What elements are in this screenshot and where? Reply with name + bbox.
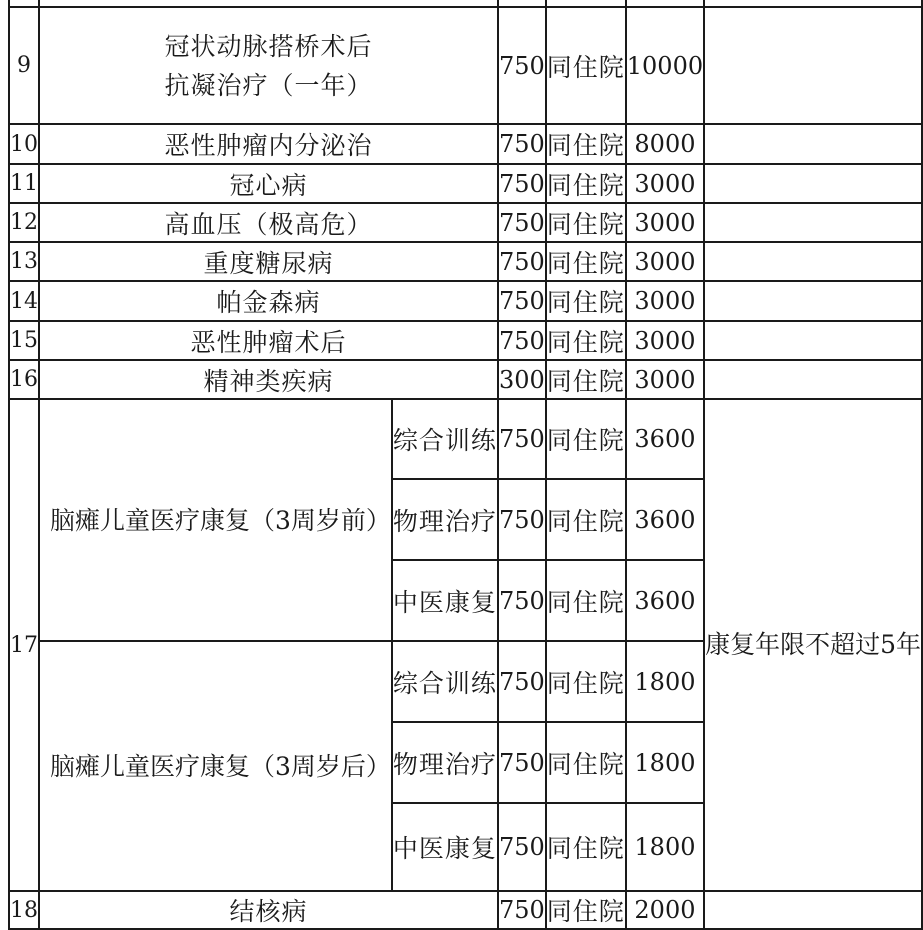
amount-cell: 750 <box>498 321 546 360</box>
row-number: 17 <box>9 399 39 891</box>
table-row <box>9 242 922 281</box>
table-row <box>9 124 922 164</box>
amount-cell: 300 <box>498 360 546 399</box>
amount-cell: 750 <box>498 203 546 242</box>
row-number: 12 <box>9 203 39 242</box>
payment-cell: 同住院 <box>546 803 626 891</box>
limit-cell: 1800 <box>626 641 704 722</box>
table-row <box>9 7 922 124</box>
table-row <box>9 891 922 929</box>
limit-cell: 3000 <box>626 164 704 203</box>
payment-cell: 同住院 <box>546 722 626 803</box>
payment-cell: 同住院 <box>546 321 626 360</box>
disease-name: 重度糖尿病 <box>39 242 498 281</box>
payment-cell: 同住院 <box>546 399 626 479</box>
table-row <box>9 281 922 321</box>
disease-name: 高血压（极高危） <box>39 203 498 242</box>
group-name-before-3: 脑瘫儿童医疗康复（3周岁前） <box>39 399 392 641</box>
payment-cell: 同住院 <box>546 891 626 929</box>
payment-cell: 同住院 <box>546 281 626 321</box>
table-row <box>9 360 922 399</box>
row-number: 18 <box>9 891 39 929</box>
payment-cell: 同住院 <box>546 203 626 242</box>
row-number: 11 <box>9 164 39 203</box>
row-number: 14 <box>9 281 39 321</box>
limit-cell: 1800 <box>626 803 704 891</box>
disease-name: 精神类疾病 <box>39 360 498 399</box>
amount-cell: 750 <box>498 641 546 722</box>
amount-cell: 750 <box>498 891 546 929</box>
sub-item-name: 物理治疗 <box>392 479 498 560</box>
amount-cell: 750 <box>498 560 546 641</box>
payment-cell: 同住院 <box>546 641 626 722</box>
note-cell <box>704 124 922 164</box>
row-number: 15 <box>9 321 39 360</box>
note-cell <box>704 281 922 321</box>
note-cell <box>704 7 922 124</box>
table-row-cut <box>9 0 922 7</box>
row-number: 9 <box>9 7 39 124</box>
limit-cell: 3600 <box>626 479 704 560</box>
row-number: 16 <box>9 360 39 399</box>
limit-cell: 3000 <box>626 203 704 242</box>
amount-cell: 750 <box>498 479 546 560</box>
payment-cell: 同住院 <box>546 242 626 281</box>
amount-cell: 750 <box>498 7 546 124</box>
payment-cell: 同住院 <box>546 360 626 399</box>
limit-cell: 3000 <box>626 281 704 321</box>
note-cell <box>704 164 922 203</box>
limit-cell: 3600 <box>626 560 704 641</box>
payment-cell: 同住院 <box>546 124 626 164</box>
limit-cell: 3000 <box>626 360 704 399</box>
sub-item-name: 中医康复 <box>392 803 498 891</box>
table-row <box>9 399 922 479</box>
disease-name: 帕金森病 <box>39 281 498 321</box>
amount-cell: 750 <box>498 164 546 203</box>
limit-cell: 10000 <box>626 7 704 124</box>
row-number: 10 <box>9 124 39 164</box>
sub-item-name: 综合训练 <box>392 399 498 479</box>
amount-cell: 750 <box>498 803 546 891</box>
amount-cell: 750 <box>498 124 546 164</box>
amount-cell: 750 <box>498 722 546 803</box>
limit-cell: 1800 <box>626 722 704 803</box>
note-cell <box>704 321 922 360</box>
disease-name: 冠状动脉搭桥术后 抗凝治疗（一年） <box>39 7 498 124</box>
disease-name: 结核病 <box>39 891 498 929</box>
limit-cell: 3000 <box>626 321 704 360</box>
sub-item-name: 中医康复 <box>392 560 498 641</box>
table-row <box>9 321 922 360</box>
disease-name: 恶性肿瘤内分泌治 <box>39 124 498 164</box>
sub-item-name: 综合训练 <box>392 641 498 722</box>
payment-cell: 同住院 <box>546 479 626 560</box>
table-row <box>9 164 922 203</box>
amount-cell: 750 <box>498 242 546 281</box>
payment-cell: 同住院 <box>546 7 626 124</box>
payment-cell: 同住院 <box>546 164 626 203</box>
group-name-after-3: 脑瘫儿童医疗康复（3周岁后） <box>39 641 392 891</box>
disease-name: 冠心病 <box>39 164 498 203</box>
note-cell <box>704 360 922 399</box>
row-number: 13 <box>9 242 39 281</box>
limit-cell: 2000 <box>626 891 704 929</box>
amount-cell: 750 <box>498 399 546 479</box>
limit-cell: 8000 <box>626 124 704 164</box>
payment-cell: 同住院 <box>546 560 626 641</box>
amount-cell: 750 <box>498 281 546 321</box>
note-cell <box>704 891 922 929</box>
sub-item-name: 物理治疗 <box>392 722 498 803</box>
limit-cell: 3000 <box>626 242 704 281</box>
note-cell <box>704 203 922 242</box>
table-row <box>9 203 922 242</box>
disease-benefit-table <box>8 0 923 930</box>
note-cell: 康复年限不超过5年 <box>704 399 922 891</box>
note-cell <box>704 242 922 281</box>
disease-name: 恶性肿瘤术后 <box>39 321 498 360</box>
limit-cell: 3600 <box>626 399 704 479</box>
